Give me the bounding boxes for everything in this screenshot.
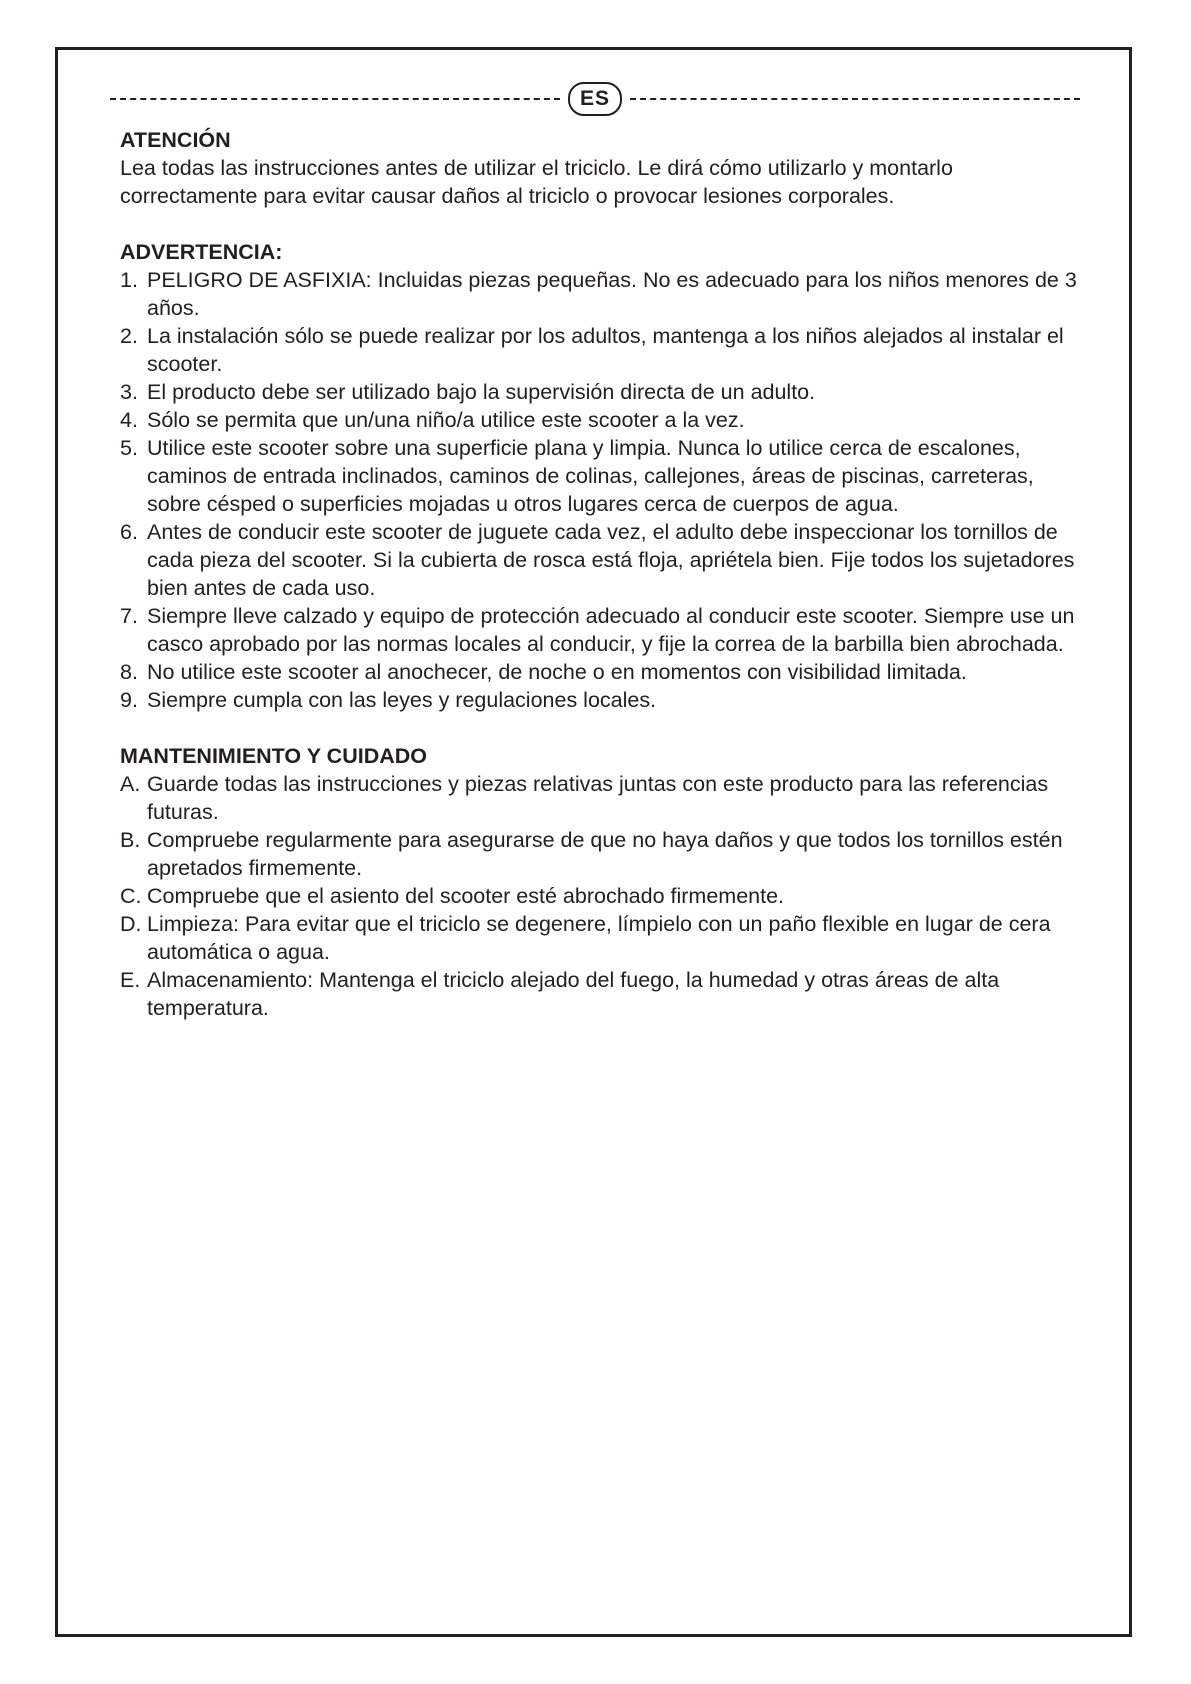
maintenance-title: MANTENIMIENTO Y CUIDADO [120, 744, 427, 768]
attention-section [120, 126, 1080, 210]
maintenance-item [120, 966, 1080, 1022]
list-item-text: Siempre lleve calzado y equipo de protección adecuado al conducir este scooter. Siempre use un casco aprobado por las normas locales al conducir, y fije la correa de la barbilla bien abrochada. [147, 604, 1075, 656]
list-item-text: Sólo se permita que un/una niño/a utilice este scooter a la vez. [147, 408, 745, 432]
warning-item [120, 658, 1080, 686]
list-item-text: La instalación sólo se puede realizar por los adultos, mantenga a los niños alejados al instalar el scooter. [147, 324, 1064, 376]
list-marker: 1. [120, 268, 138, 292]
list-marker: 3. [120, 380, 138, 404]
list-marker: 4. [120, 408, 138, 432]
warning-title: ADVERTENCIA: [120, 240, 283, 264]
maintenance-section [120, 742, 1080, 1022]
list-marker: 9. [120, 688, 138, 712]
attention-text: Lea todas las instrucciones antes de utilizar el triciclo. Le dirá cómo utilizarlo y montarlo correctamente para evitar causar daños al triciclo o provocar lesiones corporales. [120, 156, 953, 208]
list-marker: E. [120, 968, 141, 992]
list-item-text: Limpieza: Para evitar que el triciclo se degenere, límpielo con un paño flexible en lugar de cera automática o agua. [147, 912, 1051, 964]
list-item-text: No utilice este scooter al anochecer, de noche o en momentos con visibilidad limitada. [147, 660, 967, 684]
warning-item [120, 322, 1080, 378]
list-marker: 5. [120, 436, 138, 460]
warning-item [120, 434, 1080, 518]
list-item-text: El producto debe ser utilizado bajo la supervisión directa de un adulto. [147, 380, 816, 404]
maintenance-item [120, 770, 1080, 826]
dashed-divider-left [110, 98, 560, 100]
list-item-text: PELIGRO DE ASFIXIA: Incluidas piezas pequeñas. No es adecuado para los niños menores de 3 años. [147, 268, 1077, 320]
warning-item [120, 686, 1080, 714]
list-item-text: Compruebe que el asiento del scooter esté abrochado firmemente. [147, 884, 785, 908]
warning-item [120, 518, 1080, 602]
warning-item [120, 406, 1080, 434]
document-body [120, 126, 1080, 1050]
list-marker: C. [120, 884, 142, 908]
list-marker: 7. [120, 604, 138, 628]
warning-item [120, 266, 1080, 322]
maintenance-list [120, 770, 1080, 1022]
list-item-text: Utilice este scooter sobre una superficie plana y limpia. Nunca lo utilice cerca de escalones, caminos de entrada inclinados, caminos de colinas, callejones, áreas de piscinas, carreteras, sobre césped o superficies mojadas u otros lugares cerca de cuerpos de agua. [147, 436, 1034, 516]
dashed-divider-right [630, 98, 1080, 100]
list-marker: 2. [120, 324, 138, 348]
warning-list [120, 266, 1080, 714]
list-marker: D. [120, 912, 142, 936]
language-header [110, 82, 1080, 116]
maintenance-item [120, 910, 1080, 966]
list-marker: B. [120, 828, 141, 852]
warning-item [120, 602, 1080, 658]
warning-item [120, 378, 1080, 406]
maintenance-item [120, 882, 1080, 910]
warning-section [120, 238, 1080, 714]
list-item-text: Compruebe regularmente para asegurarse de que no haya daños y que todos los tornillos estén apretados firmemente. [147, 828, 1063, 880]
list-item-text: Siempre cumpla con las leyes y regulaciones locales. [147, 688, 657, 712]
list-item-text: Antes de conducir este scooter de juguete cada vez, el adulto debe inspeccionar los tornillos de cada pieza del scooter. Si la cubierta de rosca está floja, apriétela bien. Fije todos los sujetadores bien antes de cada uso. [147, 520, 1075, 600]
attention-title: ATENCIÓN [120, 128, 231, 152]
language-badge: ES [568, 82, 622, 116]
list-marker: 6. [120, 520, 138, 544]
list-marker: A. [120, 772, 141, 796]
maintenance-item [120, 826, 1080, 882]
list-item-text: Almacenamiento: Mantenga el triciclo alejado del fuego, la humedad y otras áreas de alta temperatura. [147, 968, 1000, 1020]
list-item-text: Guarde todas las instrucciones y piezas relativas juntas con este producto para las referencias futuras. [147, 772, 1049, 824]
list-marker: 8. [120, 660, 138, 684]
